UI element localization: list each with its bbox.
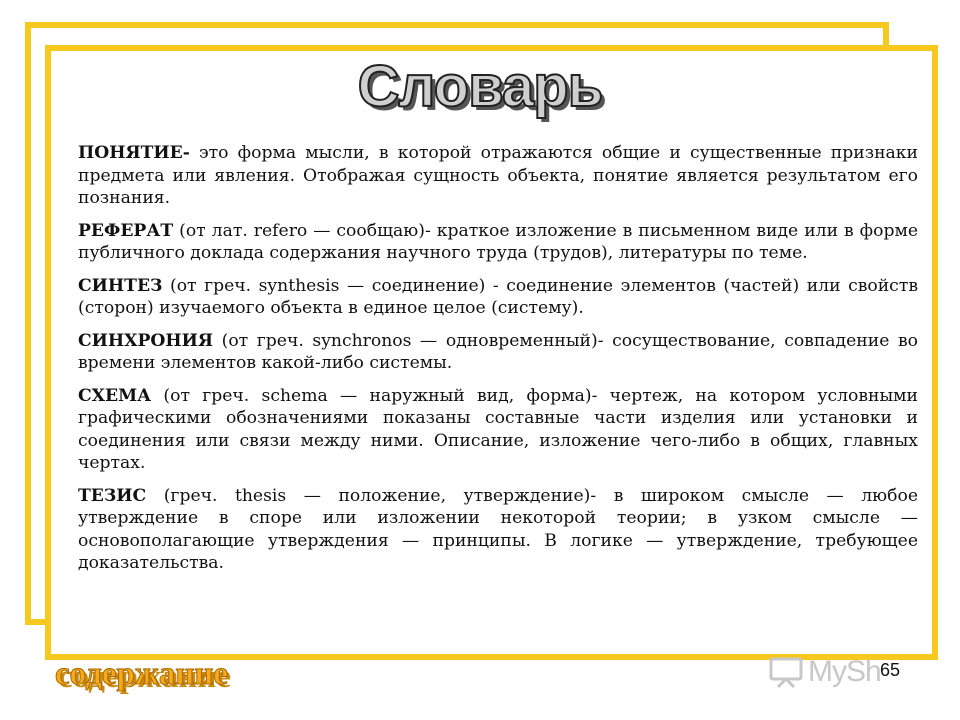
entry-term: СХЕМА <box>78 385 152 406</box>
entry-definition: это форма мысли, в которой отражаются общие и существенные признаки предмета или явления. Отображая сущность объекта, понятие является результатом его познания. <box>78 143 918 208</box>
entry-term: СИНТЕЗ <box>78 275 163 296</box>
entry-term: СИНХРОНИЯ <box>78 330 214 351</box>
glossary-entry <box>78 385 918 475</box>
glossary-entry <box>78 142 918 210</box>
glossary-body <box>78 142 918 585</box>
slide-title: Словарь <box>357 54 603 119</box>
entry-definition: (греч. thesis — положение, утверждение)- в широком смысле — любое утверждение в споре или изложении некоторой теории; в узком смысле — основополагающие утверждения — принципы. В логике — утверждение, требующее доказательства. <box>78 485 918 573</box>
glossary-entry <box>78 330 918 375</box>
glossary-entry <box>78 220 918 265</box>
entry-definition: (от лат. refero — сообщаю)- краткое изложение в письменном виде или в форме публичного доклада содержания научного труда (трудов), литературы по теме. <box>78 220 918 263</box>
entry-term: ПОНЯТИЕ- <box>78 143 190 163</box>
contents-link[interactable]: содержание <box>55 656 228 692</box>
entry-term: ТЕЗИС <box>78 485 147 506</box>
glossary-entry <box>78 275 918 320</box>
glossary-entry <box>78 485 918 575</box>
entry-term: РЕФЕРАТ <box>78 220 174 241</box>
entry-definition: (от греч. synchronos — одновременный)- сосуществование, совпадение во времени элементов какой-либо системы. <box>78 330 918 373</box>
presentation-board-icon <box>768 656 804 688</box>
entry-definition: (от греч. synthesis — соединение) - соединение элементов (частей) или свойств (сторон) изучаемого объекта в единое целое (систему). <box>78 275 918 318</box>
watermark <box>768 655 881 689</box>
watermark-text: MySh <box>808 655 881 688</box>
page-number: 65 <box>880 660 901 680</box>
entry-definition: (от греч. schema — наружный вид, форма)- чертеж, на котором условными графическими обозначениями показаны составные части изделия или установки и соединения или связи между ними. Описание, изложение чего-либо в общих, главных чертах. <box>78 385 918 473</box>
